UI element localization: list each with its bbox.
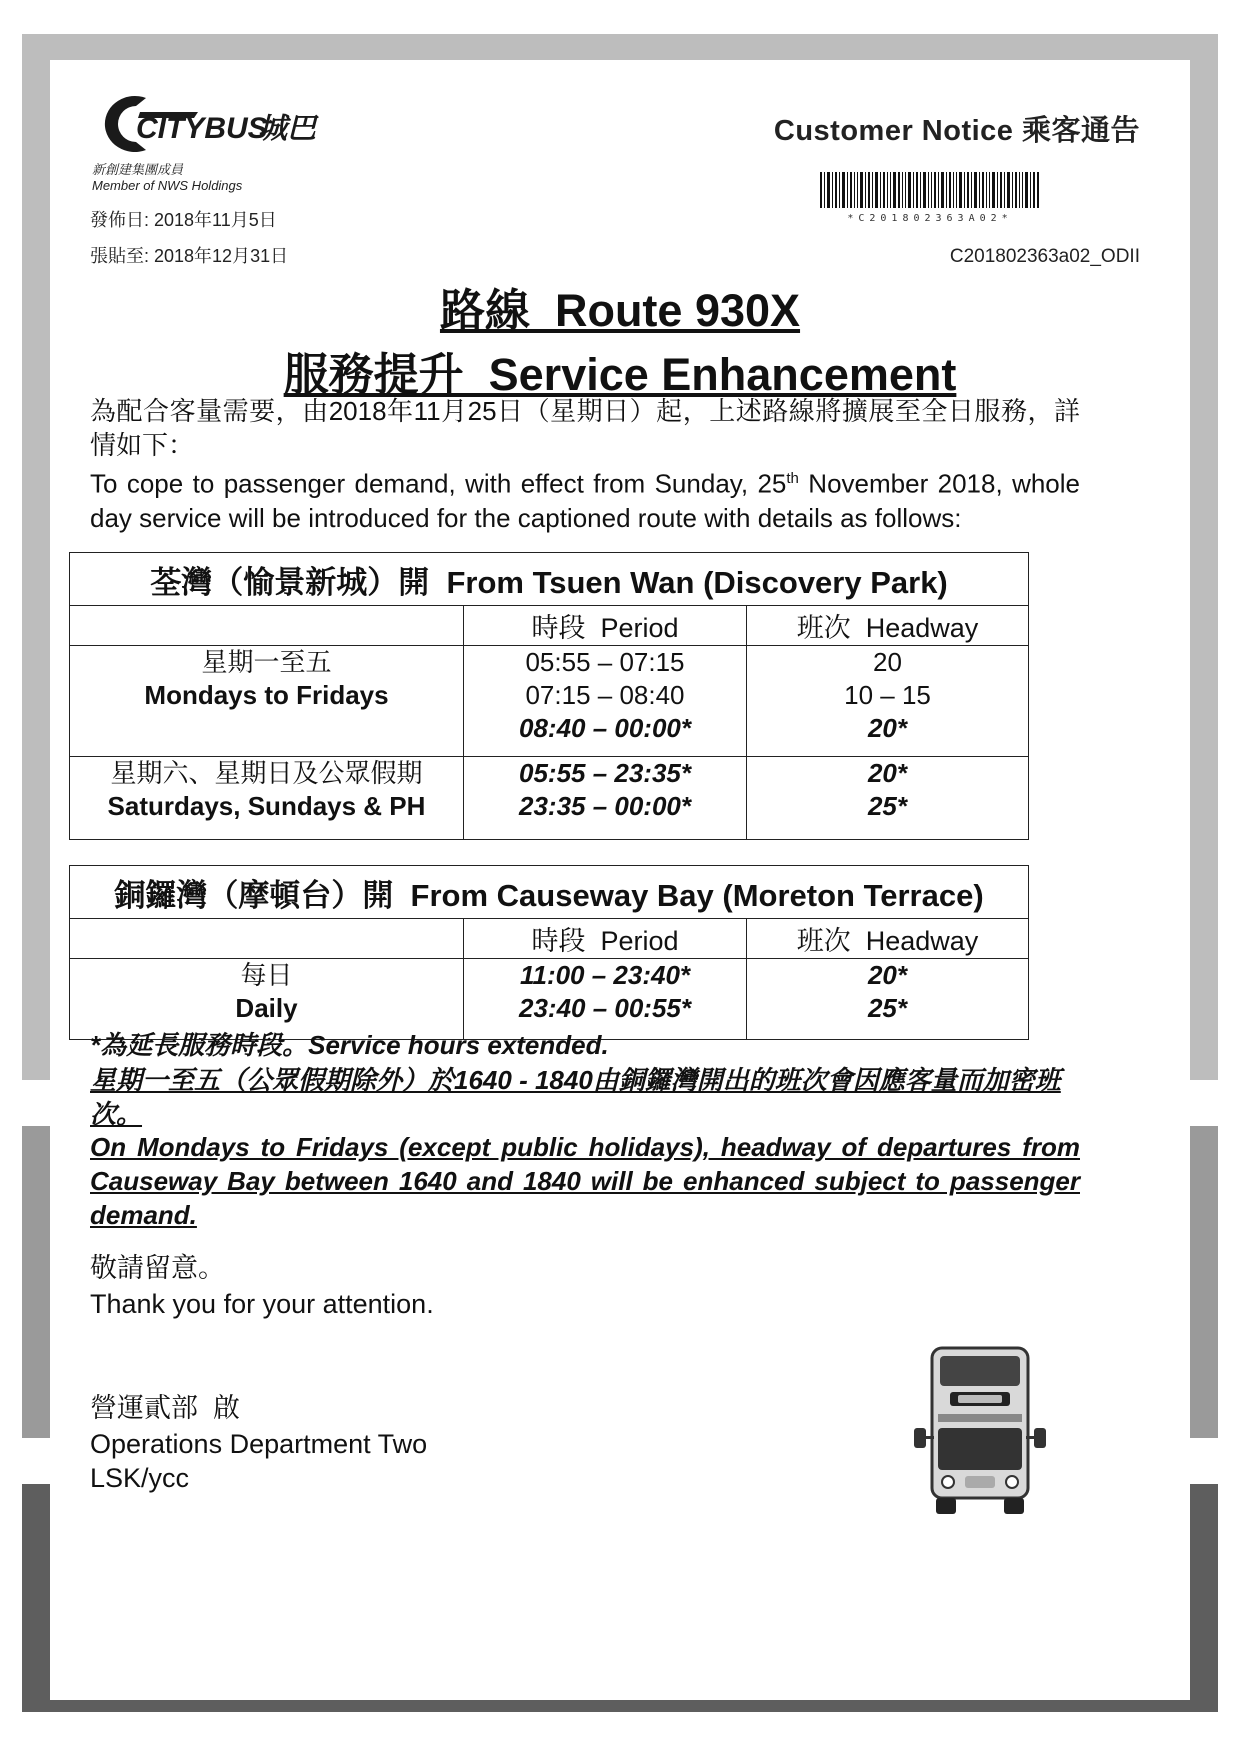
service-title: 服務提升 Service Enhancement — [283, 349, 957, 400]
table2-header-headway: 班次 Headway — [747, 919, 1029, 959]
intro-zh: 為配合客量需要，由2018年11月25日（星期日）起，上述路線將擴展至全日服務，詳情如下： — [90, 396, 1080, 460]
schedule-table-tsuen-wan — [69, 552, 1029, 840]
bus-icon — [910, 1344, 1050, 1518]
signature-ref: LSK/ycc — [90, 1463, 190, 1493]
frame-right-mid — [1190, 1126, 1218, 1438]
period: 05:55 – 23:35* — [518, 758, 692, 788]
frame-left-bottom — [22, 1484, 50, 1712]
note-enhancement-en: On Mondays to Fridays (except public holidays), headway of departures from Causeway Bay between 1640 and 1840 will be enhanced subject to passenger demand. — [90, 1132, 1080, 1230]
headway: 25* — [867, 993, 908, 1023]
headway: 20* — [867, 713, 908, 743]
day-en: Daily — [235, 993, 298, 1023]
table2-header-blank — [70, 919, 464, 959]
table1-row1-periods — [464, 646, 747, 757]
logo-group-en: Member of NWS Holdings — [92, 178, 243, 193]
citybus-logo-mark — [88, 92, 328, 156]
headway: 20 — [873, 647, 902, 677]
period: 07:15 – 08:40 — [525, 680, 685, 710]
intro-en-part1: To cope to passenger demand, with effect from Sunday, 25 — [90, 468, 787, 499]
closing-zh: 敬請留意。 — [90, 1253, 225, 1283]
issue-date: 發佈日: 2018年11月5日 — [90, 210, 277, 230]
day-zh: 星期六、星期日及公眾假期 — [110, 758, 423, 788]
frame-left-mid — [22, 1126, 50, 1438]
barcode — [820, 172, 1040, 224]
table1-caption: 荃灣（愉景新城）開 From Tsuen Wan (Discovery Park) — [70, 553, 1029, 606]
citybus-logo — [88, 92, 328, 156]
table1-header-period: 時段 Period — [464, 606, 747, 646]
day-en: Mondays to Fridays — [144, 680, 389, 710]
logo-brand-zh: 城巴 — [258, 111, 317, 145]
logo-brand-en: CITYBUS — [136, 112, 268, 145]
schedule-table-causeway-bay — [69, 865, 1029, 1040]
intro-en-sup: th — [786, 470, 799, 487]
day-zh: 星期一至五 — [201, 647, 332, 677]
table1-row2-periods — [464, 757, 747, 840]
headway: 20* — [867, 758, 908, 788]
period: 23:40 – 00:55* — [518, 993, 692, 1023]
table-row — [70, 757, 1029, 840]
table1-row2-headways — [747, 757, 1029, 840]
note-enhancement-zh: 星期一至五（公眾假期除外）於1640 - 1840由銅鑼灣開出的班次會因應客量而加密班次。 — [90, 1065, 1061, 1129]
closing-en: Thank you for your attention. — [90, 1289, 434, 1319]
table-row — [70, 646, 1029, 757]
table2-caption: 銅鑼灣（摩頓台）開 From Causeway Bay (Moreton Terrace) — [70, 866, 1029, 919]
frame-right-bottom — [1190, 1484, 1218, 1712]
notice-page — [50, 60, 1190, 1700]
day-en: Saturdays, Sundays & PH — [107, 791, 426, 821]
barcode-text: *C201802363A02* — [847, 213, 1013, 224]
post-until-date: 張貼至: 2018年12月31日 — [90, 246, 289, 266]
signature-zh: 營運貳部 啟 — [90, 1393, 241, 1423]
period: 11:00 – 23:40* — [519, 960, 691, 990]
table1-header-headway: 班次 Headway — [747, 606, 1029, 646]
table1-row2-day — [70, 757, 464, 840]
logo-group-zh: 新創建集團成員 — [92, 162, 184, 177]
frame-left-top — [22, 34, 50, 1080]
headway: 10 – 15 — [844, 680, 931, 710]
table1-row1-headways — [747, 646, 1029, 757]
bus-illustration — [910, 1344, 1050, 1518]
intro-en — [90, 462, 1080, 535]
notice-reference: C201802363a02_ODII — [949, 246, 1140, 267]
headway: 20* — [867, 960, 908, 990]
signature-en: Operations Department Two — [90, 1429, 428, 1459]
note-extended-hours: *為延長服務時段。Service hours extended. — [90, 1030, 609, 1060]
barcode-bars — [820, 172, 1040, 208]
frame-top — [22, 34, 1218, 60]
route-title: 路線 Route 930X — [439, 285, 801, 336]
intro-en-part2: November 2018, whole day service will be introduced for the captioned route with details as follows: — [90, 468, 1081, 533]
table2-header-period: 時段 Period — [464, 919, 747, 959]
notice-type: Customer Notice 乘客通告 — [773, 115, 1140, 147]
headway: 25* — [867, 791, 908, 821]
day-zh: 每日 — [240, 960, 293, 990]
frame-right-top — [1190, 34, 1218, 1080]
period: 08:40 – 00:00* — [518, 713, 692, 743]
period: 23:35 – 00:00* — [518, 791, 692, 821]
table1-row1-day — [70, 646, 464, 757]
table1-header-blank — [70, 606, 464, 646]
period: 05:55 – 07:15 — [525, 647, 685, 677]
